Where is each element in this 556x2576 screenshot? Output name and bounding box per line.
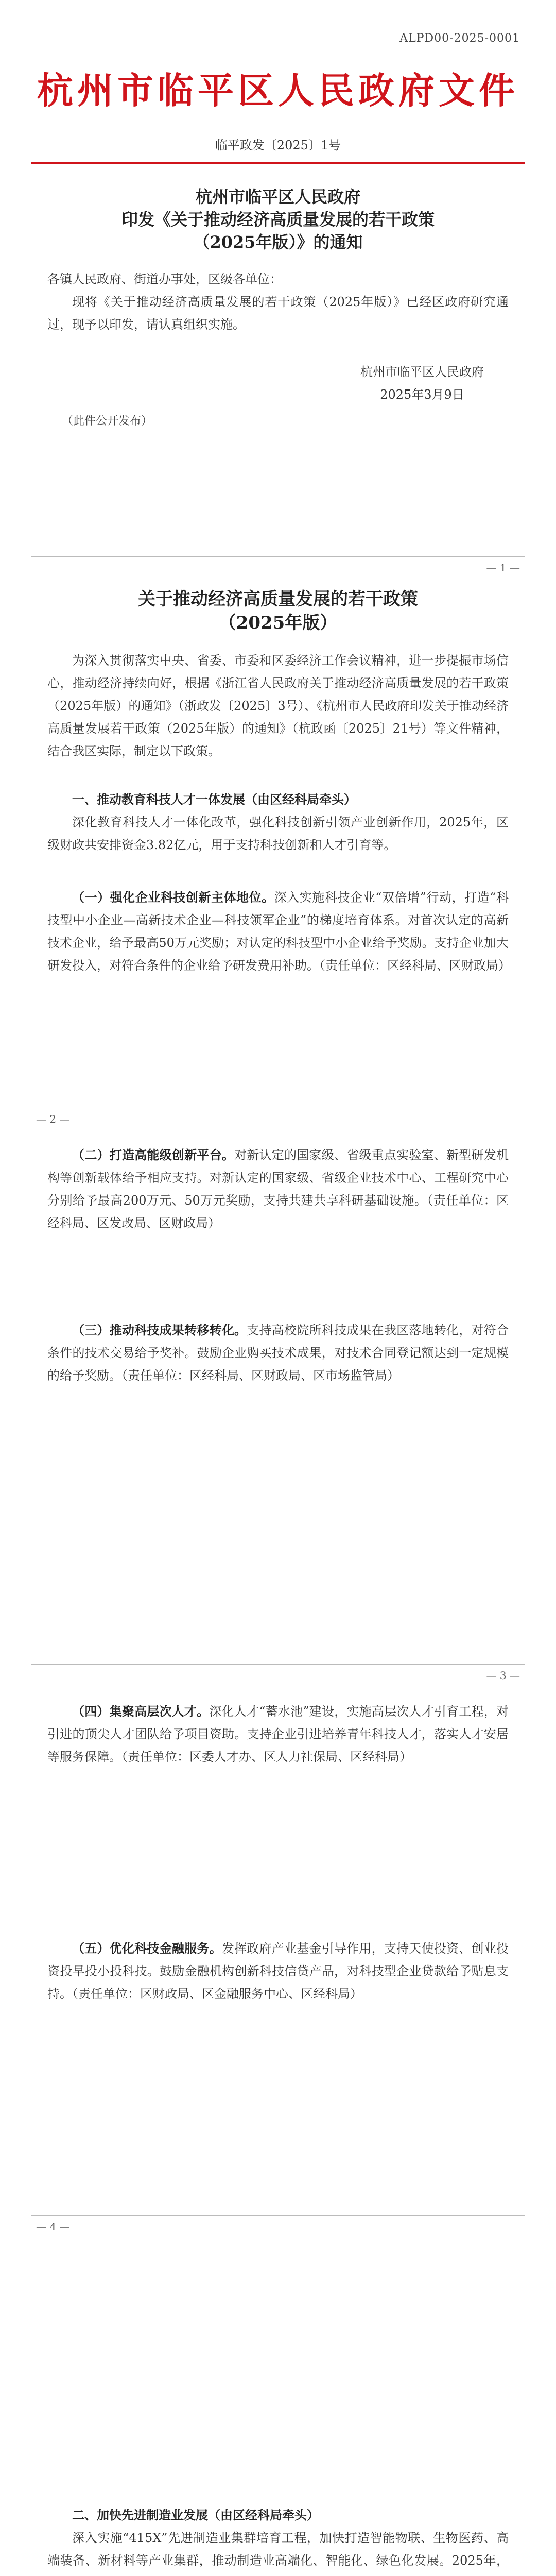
section-heading: 二、加快先进制造业发展（由区经科局牵头） xyxy=(72,2507,319,2522)
page-number: — 2 — xyxy=(36,1113,70,1125)
section-paragraph: 深入实施“415X”先进制造业集群培育工程，加快打造智能物联、生物医药、高端装备、新材料等产业集群，推动制造业高端化、智能化、绿色化发展。2025年， xyxy=(47,2531,509,2568)
document-id: ALPD00-2025-0001 xyxy=(399,32,520,45)
section-paragraph: 深化教育科技人才一体化改革，强化科技创新引领产业创新作用，2025年，区级财政共安排资金3.82亿元，用于支持科技创新和人才引育等。 xyxy=(47,815,509,852)
section-heading: 一、推动教育科技人才一体发展（由区经科局牵头） xyxy=(72,792,356,807)
item-text: 深入实施科技企业“双倍增”行动，打造“科技型中小企业—高新技术企业—科技领军企业”的梯度培育体系。对首次认定的高新技术企业，给予最高50万元奖励；对认定的科技型中小企业给予奖励。支持企业加大研发投入，对符合条件的企业给予研发费用补助。（责任单位：区经科局、区财政局） xyxy=(47,890,511,973)
section-one xyxy=(47,788,509,856)
page-divider xyxy=(31,1664,525,1665)
policy-item xyxy=(47,1700,509,1768)
document-number: 临平政发〔2025〕1号 xyxy=(215,138,341,152)
intro-paragraph: 为深入贯彻落实中央、省委、市委和区委经济工作会议精神，进一步提振市场信心，推动经济持续向好，根据《浙江省人民政府关于推动经济高质量发展的若干政策（2025年版）的通知》（浙政发〔2025〕3号）、《杭州市人民政府印发关于推动经济高质量发展若干政策（2025年版）的通知》（杭政函〔2025〕21号）等文件精神，结合我区实际，制定以下政策。 xyxy=(47,653,509,758)
page-number: — 3 — xyxy=(486,1669,520,1682)
signature-org: 杭州市临平区人民政府 xyxy=(360,365,484,379)
policy-title-line: （2025年版） xyxy=(218,613,338,633)
item-text: 发挥政府产业基金引导作用，支持天使投资、创业投资投早投小投科技。鼓励金融机构创新科技信贷产品，对科技型企业贷款给予贴息支持。（责任单位：区财政局、区金融服务中心、区经科局） xyxy=(47,1941,509,2001)
notice-title-line: 杭州市临平区人民政府 xyxy=(195,187,360,207)
page-number: — 4 — xyxy=(36,2221,70,2233)
notice-title-line: （2025年版）》的通知 xyxy=(193,232,363,252)
item-text: 对新认定的国家级、省级重点实验室、新型研发机构等创新载体给予相应支持。对新认定的国家级、省级企业技术中心、工程研究中心分别给予最高200万元、50万元奖励，支持共建共享科研基础设施。（责任单位：区经科局、区发改局、区财政局） xyxy=(47,1148,509,1230)
notice-salutation: 各镇人民政府、街道办事处，区级各单位： xyxy=(47,272,282,286)
item-heading: （一）强化企业科技创新主体地位。 xyxy=(72,890,274,905)
signature-date: 2025年3月9日 xyxy=(380,387,464,402)
item-heading: （五）优化科技金融服务。 xyxy=(72,1941,222,1956)
item-heading: （四）集聚高层次人才。 xyxy=(72,1704,210,1719)
page-divider xyxy=(31,2215,525,2216)
notice-body xyxy=(47,268,509,336)
notice-paragraph: 现将《关于推动经济高质量发展的若干政策（2025年版）》已经区政府研究通过，现予以印发，请认真组织实施。 xyxy=(47,295,509,332)
policy-item xyxy=(47,1937,509,2005)
policy-item xyxy=(47,1319,509,1387)
signature-block xyxy=(360,361,484,406)
public-note: （此件公开发布） xyxy=(62,415,153,428)
policy-intro xyxy=(47,649,509,762)
document-header-title: 杭州市临平区人民政府文件 xyxy=(37,69,519,112)
policy-title-line: 关于推动经济高质量发展的若干政策 xyxy=(138,589,418,609)
item-heading: （三）推动科技成果转移转化。 xyxy=(72,1323,247,1337)
notice-title-line: 印发《关于推动经济高质量发展的若干政策 xyxy=(121,210,435,229)
item-heading: （二）打造高能级创新平台。 xyxy=(72,1147,235,1162)
policy-item xyxy=(47,886,509,977)
page-number: — 1 — xyxy=(486,562,520,574)
page-divider xyxy=(31,556,525,557)
policy-title xyxy=(0,587,556,635)
section-two xyxy=(47,2504,509,2576)
notice-title xyxy=(0,185,556,253)
item-text: 支持高校院所科技成果在我区落地转化，对符合条件的技术交易给予奖补。鼓励企业购买技术成果，对技术合同登记额达到一定规模的给予奖励。（责任单位：区经科局、区财政局、区市场监管局） xyxy=(47,1323,509,1383)
red-divider xyxy=(31,162,525,164)
item-text: 深化人才“蓄水池”建设，实施高层次人才引育工程，对引进的顶尖人才团队给予项目资助。支持企业引进培养青年科技人才，落实人才安居等服务保障。（责任单位：区委人才办、区人力社保局、区经科局） xyxy=(47,1704,509,1764)
policy-item xyxy=(47,1144,509,1234)
